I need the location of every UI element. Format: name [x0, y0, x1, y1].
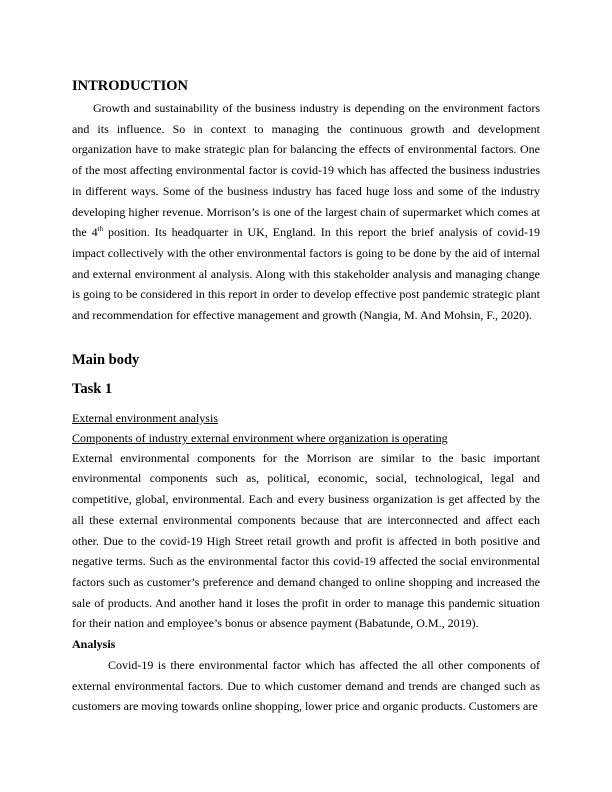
- components-subheading: Components of industry external environment where organization is operating: [72, 430, 448, 445]
- task-1-heading: Task 1: [72, 380, 113, 397]
- page-content: [72, 76, 540, 717]
- analysis-paragraph: Covid-19 is there environmental factor which has affected the all other components of external environmental factors. Due to which customer demand and trends are changed such as customers are moving towards online shopping, lower price and organic products. Customers are: [72, 658, 540, 714]
- main-body-heading: Main body: [72, 351, 140, 368]
- external-environment-paragraph: External environmental components for the Morrison are similar to the basic important environmental components such as, political, economic, social, technological, legal and competitive, global, environmental. Each and every business organization is get affected by the all these external environmental components because that are interconnected and affect each other. Due to the covid-19 High Street retail growth and profit is affected in both positive and negative terms. Such as the environmental factor this covid-19 affected the social environmental factors such as customer’s preference and demand changed to online shopping and increased the sale of products. And another hand it loses the profit in order to manage this pandemic situation for their nation and employee’s bonus or absence payment (Babatunde, O.M., 2019).: [72, 450, 540, 631]
- introduction-heading: INTRODUCTION: [72, 78, 189, 94]
- analysis-heading: Analysis: [72, 637, 116, 652]
- introduction-text-part-2: position. Its headquarter in UK, England. In this report the brief analysis of covid-19 impact collectively with the other environmental factors is going to be done by the aid of internal and external environment al analysis. Along with this stakeholder analysis and managing change is going to be considered in this report in order to develop effective post pandemic strategic plant and recommendation for effective management and growth (Nangia, M. And Mohsin, F., 2020).: [72, 225, 540, 323]
- ordinal-superscript: th: [97, 225, 104, 234]
- introduction-text-part-1: Growth and sustainability of the business industry is depending on the environment factors and its influence. So in context to managing the continuous growth and development organization have to make strategic plan for balancing the effects of environmental factors. One of the most affecting environmental factor is covid-19 which has affected the business industries in different ways. Some of the business industry has faced huge loss and some of the industry developing higher revenue. Morrison’s is one of the largest chain of supermarket which comes at the 4: [72, 101, 540, 240]
- introduction-paragraph: [72, 98, 540, 326]
- external-environment-subheading: External environment analysis: [72, 410, 218, 425]
